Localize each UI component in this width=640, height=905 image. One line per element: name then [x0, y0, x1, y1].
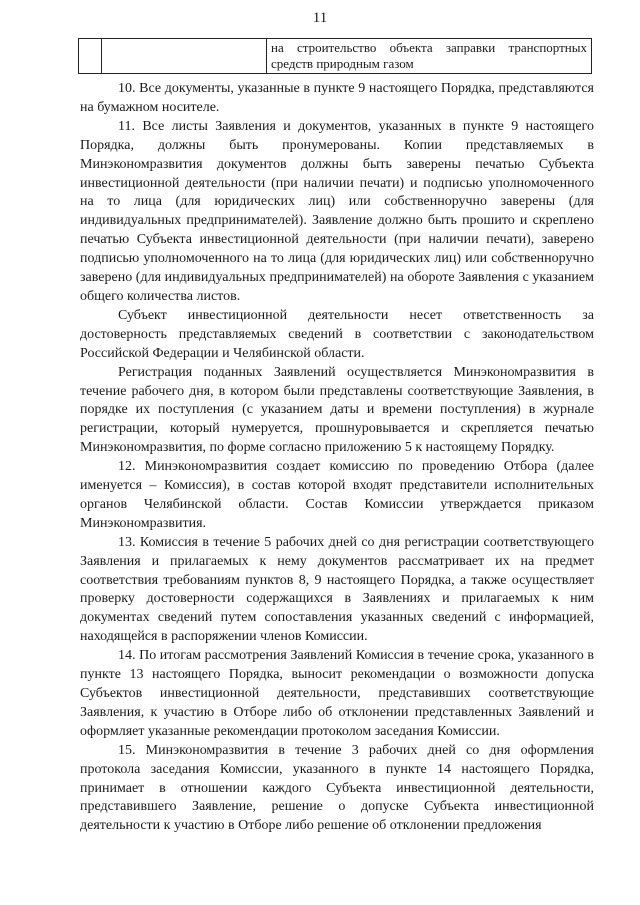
paragraph-14: 14. По итогам рассмотрения Заявлений Комиссия в течение срока, указанного в пункте 13 настоящего Порядка, выносит рекомендации о возможности допуска Субъектов инвестиционной деятельности, представивших соответствующие Заявления, к участию в Отборе либо об отклонении представленных Заявлений и оформляет указанные рекомендации протоколом заседания Комиссии.: [80, 648, 594, 739]
table-cell-description: на строительство объекта заправки транспортных средств природным газом: [267, 39, 592, 74]
page-number: 11: [312, 10, 328, 26]
table-cell-name: [102, 39, 267, 74]
table-cell-number: [79, 39, 102, 74]
document-table: [78, 38, 592, 74]
table-fragment: [78, 38, 592, 74]
paragraph-10: 10. Все документы, указанные в пункте 9 настоящего Порядка, представляются на бумажном носителе.: [80, 81, 594, 115]
paragraph-12: 12. Минэкономразвития создает комиссию по проведению Отбора (далее именуется – Комиссия), в состав которой входят представители исполнительных органов Челябинской области. Состав Комиссии утверждается приказом Минэкономразвития.: [80, 459, 594, 531]
paragraph-15: 15. Минэкономразвития в течение 3 рабочих дней со дня оформления протокола заседания Комиссии, указанного в пункте 14 настоящего Порядка, принимает в отношении каждого Субъекта инвестиционной деятельности, представившего Заявление, решение о допуске Субъекта инвестиционной деятельности к участию в Отборе либо решение об отклонении предложения: [80, 742, 594, 834]
paragraph-registration: Регистрация поданных Заявлений осуществляется Минэкономразвития в течение рабочего дня, в котором были представлены соответствующие Заявления, в порядке их поступления (с указанием даты и времени поступления) в журнале регистрации, который нумеруется, прошнуровывается и скрепляется печатью Минэкономразвития, по форме согласно приложению 5 к настоящему Порядку.: [80, 364, 594, 456]
paragraph-11: 11. Все листы Заявления и документов, указанных в пункте 9 настоящего Порядка, должны быть пронумерованы. Копии представляемых в Минэкономразвития документов должны быть заверены печатью Субъекта инвестиционной деятельности (при наличии печати) и подписью уполномоченного на то лица (для юридических лиц) или собственноручно заверены (для индивидуальных предпринимателей). Заявление должно быть прошито и скреплено печатью Субъекта инвестиционной деятельности (при наличии печати), заверено подписью уполномоченного на то лица (для юридических лиц) или собственноручно заверено (для индивидуальных предпринимателей) на обороте Заявления с указанием общего количества листов.: [80, 118, 594, 304]
paragraph-13: 13. Комиссия в течение 5 рабочих дней со дня регистрации соответствующего Заявления и прилагаемых к нему документов рассматривает их на предмет соответствия требованиям пунктов 8, 9 настоящего Порядка, а также осуществляет проверку достоверности содержащихся в Заявлениях и прилагаемых к ним документах сведений путем сопоставления указанных сведений с информацией, находящейся в распоряжении членов Комиссии.: [80, 534, 594, 645]
table-row: [79, 39, 592, 74]
document-body: [80, 80, 594, 836]
paragraph-responsibility: Субъект инвестиционной деятельности несет ответственность за достоверность представляемых сведений в соответствии с законодательством Российской Федерации и Челябинской области.: [80, 307, 594, 361]
